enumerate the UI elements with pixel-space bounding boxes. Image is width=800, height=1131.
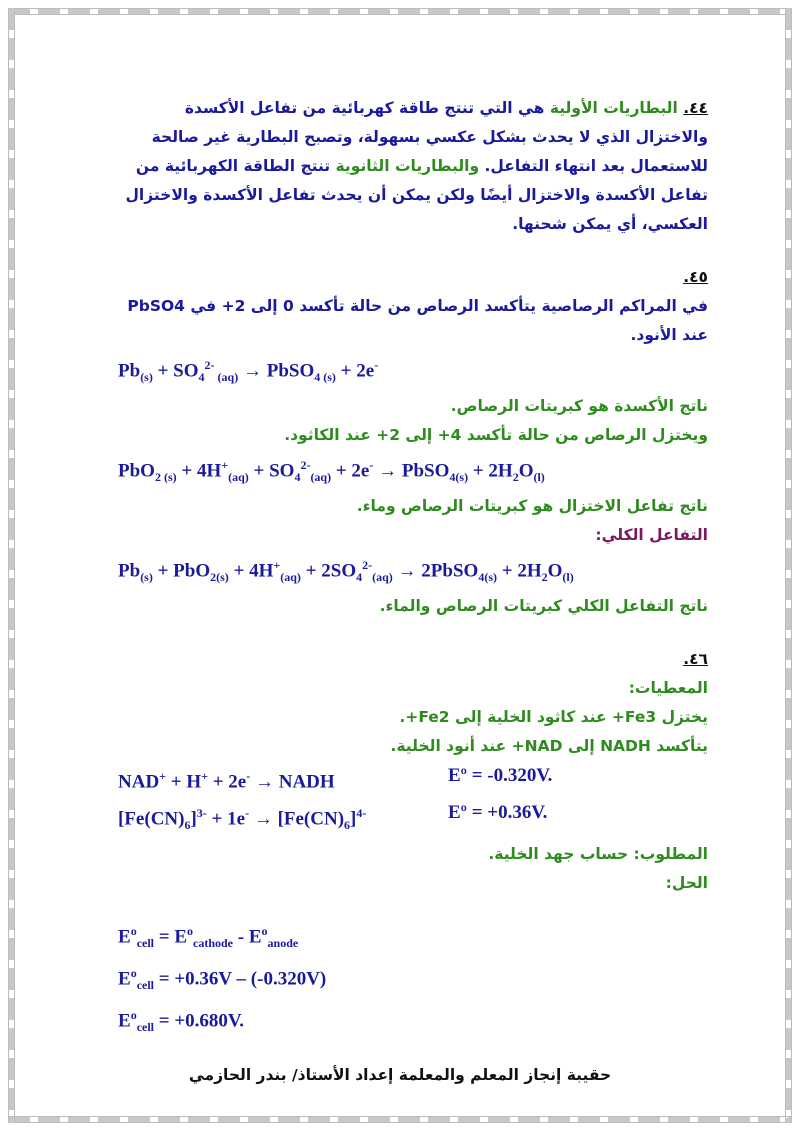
page-border-top	[8, 8, 792, 15]
q45-line1: في المراكم الرصاصية يتأكسد الرصاص من حالة تأكسد 0 إلى 2+ في PbSO4	[127, 297, 708, 315]
reduction-product: ناتج تفاعل الاختزال هو كبريتات الرصاص وماء.	[356, 497, 708, 516]
answer-45	[118, 263, 708, 350]
calc-substitution: = +0.36V – (-0.320V)	[158, 968, 327, 990]
overall-reaction-label: التفاعل الكلي:	[595, 526, 708, 545]
given-nadh: يتأكسد NADH إلى NAD+ عند أنود الخلية.	[390, 737, 708, 756]
reduction-statement: ويختزل الرصاص من حالة تأكسد 4+ إلى 2+ عند الكاثود.	[284, 426, 708, 445]
document-body	[118, 94, 708, 1042]
overall-product: ناتج التفاعل الكلي كبريتات الرصاص والماء.	[379, 597, 708, 616]
given-fe: يختزل Fe3+ عند كاثود الخلية إلى Fe2+.	[399, 708, 708, 727]
half-reaction-fe: $[Fe(CN)_6]^{3-} + 1e^- \to [Fe(CN)_6]^{4-}$ Eº = +0.36V.	[118, 798, 708, 840]
page-border-right	[785, 8, 792, 1123]
page-border-bottom	[8, 1116, 792, 1123]
e-nad: Eº = -0.320V.	[448, 765, 553, 787]
page-border-left	[8, 8, 15, 1123]
solution-label: الحل:	[665, 873, 708, 892]
answer-44	[118, 94, 708, 239]
cell-potential-formula: $E^o_{cell} = E^o_{cathode} - E^o_{anode}$	[118, 923, 299, 950]
term-secondary-batteries: والبطاريات الثانوية	[335, 157, 480, 175]
cell-potential-result: $E^o_{cell} = +0.680V$.	[118, 1008, 244, 1035]
cell-potential-substitution: $E^o_{cell} = +0.36V - (-0.320V)$	[118, 965, 327, 993]
q45-line2: عند الأنود.	[630, 326, 708, 344]
oxidation-product: ناتج الأكسدة هو كبريتات الرصاص.	[450, 397, 708, 416]
given-label: المعطيات:	[628, 679, 708, 698]
equation-oxidation: $Pb_{(s)} + SO_4^{2-}$ $_{(aq)}$ → PbSO$_{4 (s)}$ + 2e-	[118, 358, 379, 385]
e-fe: Eº = +0.36V.	[448, 801, 548, 823]
page-footer: حقيبة إنجاز المعلم والمعلمة إعداد الأستاذ/ بندر الحازمي	[188, 1066, 612, 1084]
question-number-46: ٤٦.	[683, 650, 708, 669]
required-label: المطلوب: حساب جهد الخلية.	[488, 844, 708, 863]
secondary-batteries-definition: تنتج الطاقة الكهربائية من تفاعل الأكسدة والاختزال أيضًا ولكن يمكن أن يحدث تفاعل الأكسدة والاختزال العكسي، أي يمكن شحنها.	[125, 157, 708, 233]
question-number-45: ٤٥.	[683, 268, 708, 286]
term-primary-batteries: البطاريات الأولية	[549, 99, 678, 117]
calc-result: = +0.680V.	[158, 1010, 244, 1032]
equation-overall: $Pb_{(s)} + PbO_{2(s)} + 4H^+_{(aq)} + 2SO_4^{2-}_{(aq)}$ → 2PbSO$_{4(s)}$ + $2H_2O_{(l)}$	[118, 558, 574, 585]
question-number-44: ٤٤.	[683, 99, 708, 117]
half-reaction-nad: NAD+ + H+ + 2e- → NADH Eº = -0.320V.	[118, 761, 708, 797]
answer-46	[118, 645, 708, 761]
equation-reduction: $PbO_{2 (s)} + 4H^+_{(aq)} + SO_4^{2-}_{(aq)} + 2e^-$ → PbSO$_{4(s)}$ + $2H_2O_{(l)}$	[118, 458, 545, 485]
primary-batteries-definition: هي التي تنتج طاقة كهربائية من تفاعل الأكسدة والاختزال الذي لا يحدث بشكل عكسي بسهولة، وتصبح البطارية غير صالحة للاستعمال بعد انتهاء التفاعل.	[151, 99, 708, 175]
